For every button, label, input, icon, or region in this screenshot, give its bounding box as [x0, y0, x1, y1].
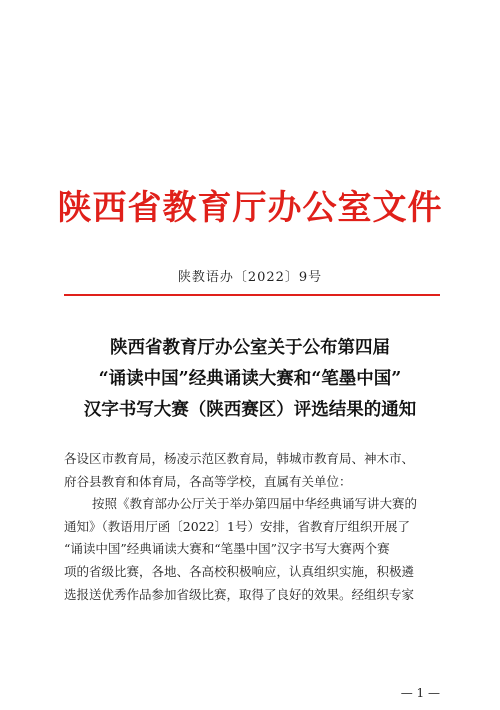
body-line: 选报送优秀作品参加省级比赛，取得了良好的效果。经组织专家 — [64, 586, 415, 602]
red-divider-line — [64, 294, 440, 296]
notice-title — [0, 333, 500, 426]
page-number: — 1 — — [400, 686, 440, 700]
title-line: 陕西省教育厅办公室关于公布第四届 — [110, 338, 390, 358]
body-line: 府谷县教育和体育局，各高等学校，直属有关单位： — [64, 473, 352, 489]
masthead-title: 陕西省教育厅办公室文件 — [57, 188, 443, 228]
title-line: 汉字书写大赛（陕西赛区）评选结果的通知 — [83, 400, 417, 420]
body-line: 各设区市教育局，杨凌示范区教育局，韩城市教育局、神木市、 — [64, 451, 415, 466]
title-line: “诵读中国”经典诵读大赛和“笔墨中国” — [98, 369, 402, 389]
body-line: 通知》（教语用厅函〔2022〕1号）安排，省教育厅组织开展了 — [64, 518, 411, 534]
body-line: 项的省级比赛，各地、各高校积极响应，认真组织实施，积极遴 — [64, 563, 415, 579]
notice-body — [64, 448, 440, 606]
body-line: 按照《教育部办公厅关于举办第四届中华经典诵写讲大赛的 — [92, 496, 418, 512]
body-line: “诵读中国”经典诵读大赛和“笔墨中国”汉字书写大赛两个赛 — [64, 541, 390, 557]
document-number: 陕教语办〔2022〕9号 — [177, 270, 323, 285]
